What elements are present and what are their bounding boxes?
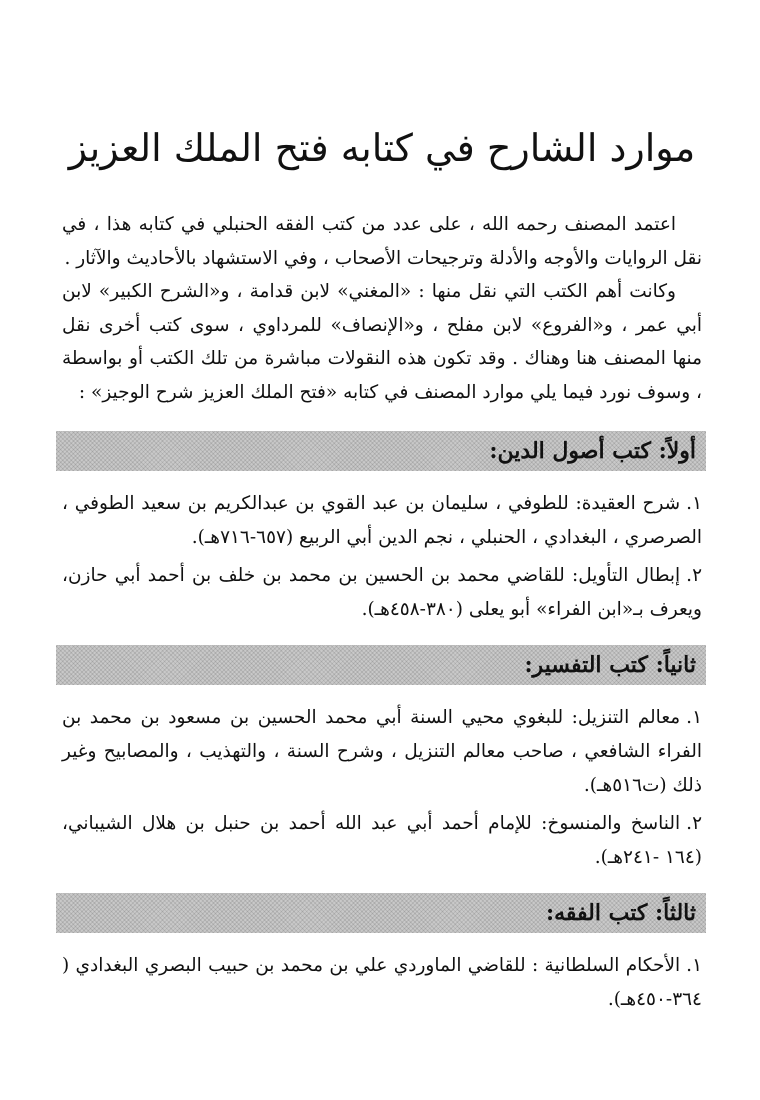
list-item <box>62 807 702 875</box>
section-heading-tafsir: ثانياً: كتب التفسير: <box>56 645 706 685</box>
theology-list <box>62 487 702 627</box>
item-text: معالم التنزيل: للبغوي محيي السنة أبي محمد الحسين بن مسعود بن محمد بن الفراء الشافعي ، صاحب معالم التنزيل ، وشرح السنة ، والتهذيب ، والمصابيح وغير ذلك (ت٥١٦هـ). <box>62 707 702 796</box>
fiqh-list <box>62 949 702 1017</box>
intro-paragraph: وكانت أهم الكتب التي نقل منها : «المغني» لابن قدامة ، و«الشرح الكبير» لابن أبي عمر ، و«الفروع» لابن مفلح ، و«الإنصاف» للمرداوي ، سوى كتب أخرى نقل منها المصنف هنا وهناك . وقد تكون هذه النقولات مباشرة من تلك الكتب أو بواسطة ، وسوف نورد فيما يلي موارد المصنف في كتابه «فتح الملك العزيز شرح الوجيز» : <box>62 281 702 403</box>
item-text: شرح العقيدة: للطوفي ، سليمان بن عبد القوي بن عبدالكريم بن سعيد الطوفي ، الصرصري ، البغدادي ، الحنبلي ، نجم الدين أبي الربيع (٦٥٧-٧١٦هـ). <box>62 493 702 548</box>
tafsir-list <box>62 701 702 875</box>
item-number: ١. <box>686 955 702 976</box>
section-heading-theology: أولاً: كتب أصول الدين: <box>56 431 706 471</box>
list-item <box>62 487 702 555</box>
item-number: ١. <box>686 707 702 728</box>
item-text: إبطال التأويل: للقاضي محمد بن الحسين بن محمد بن خلف بن أحمد أبي حازن، ويعرف بـ«ابن الفراء» أبو يعلى (٣٨٠-٤٥٨هـ). <box>62 565 702 620</box>
section-heading-fiqh: ثالثاً: كتب الفقه: <box>56 893 706 933</box>
list-item <box>62 701 702 803</box>
item-text: الناسخ والمنسوخ: للإمام أحمد أبي عبد الله أحمد بن حنبل بن هلال الشيباني، (١٦٤ -٢٤١هـ). <box>62 813 702 868</box>
intro-section <box>62 208 702 409</box>
list-item <box>62 559 702 627</box>
item-number: ١. <box>686 493 702 514</box>
item-number: ٢. <box>686 813 702 834</box>
intro-paragraph: اعتمد المصنف رحمه الله ، على عدد من كتب الفقه الحنبلي في كتابه هذا ، في نقل الروايات والأوجه والأدلة وترجيحات الأصحاب ، وفي الاستشهاد بالأحاديث والآثار . <box>62 214 702 269</box>
item-number: ٢. <box>686 565 702 586</box>
list-item <box>62 949 702 1017</box>
item-text: الأحكام السلطانية : للقاضي الماوردي علي بن محمد بن حبيب البصري البغدادي ( ٣٦٤-٤٥٠هـ). <box>62 955 702 1010</box>
page-title: موارد الشارح في كتابه فتح الملك العزيز <box>68 126 696 170</box>
